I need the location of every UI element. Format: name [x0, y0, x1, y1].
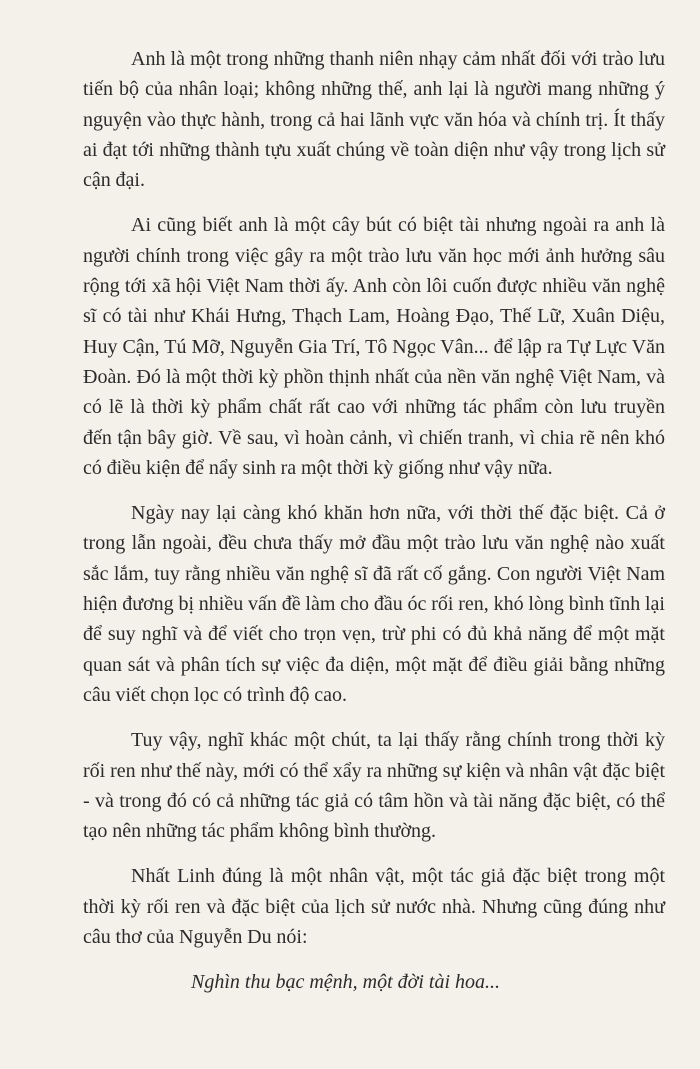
book-page-text	[83, 44, 665, 998]
paragraph-4: Tuy vậy, nghĩ khác một chút, ta lại thấy rằng chính trong thời kỳ rối ren như thế này, mới có thể xẩy ra những sự kiện và nhân vật đặc biệt - và trong đó có cả những tác giả có tâm hồn và tài năng đặc biệt, có thể tạo nên những tác phẩm không bình thường.	[83, 729, 665, 843]
paragraph-5: Nhất Linh đúng là một nhân vật, một tác giả đặc biệt trong một thời kỳ rối ren và đặc biệt của lịch sử nước nhà. Nhưng cũng đúng như câu thơ của Nguyễn Du nói:	[83, 865, 665, 949]
verse-quote: Nghìn thu bạc mệnh, một đời tài hoa...	[191, 971, 500, 994]
paragraph-3: Ngày nay lại càng khó khăn hơn nữa, với thời thế đặc biệt. Cả ở trong lẫn ngoài, đều chưa thấy mở đầu một trào lưu văn nghệ nào xuất sắc lắm, tuy rằng nhiều văn nghệ sĩ đã rất cố gắng. Con người Việt Nam hiện đương bị nhiều vấn đề làm cho đầu óc rối ren, khó lòng bình tĩnh lại để suy nghĩ và để viết cho trọn vẹn, trừ phi có đủ khả năng để một mặt quan sát và phân tích sự việc đa diện, một mặt để điều giải bằng những câu viết chọn lọc có trình độ cao.	[83, 502, 665, 706]
paragraph-1: Anh là một trong những thanh niên nhạy cảm nhất đối với trào lưu tiến bộ của nhân loại; không những thế, anh lại là người mang những ý nguyện vào thực hành, trong cả hai lãnh vực văn hóa và chính trị. Ít thấy ai đạt tới những thành tựu xuất chúng về toàn diện như vậy trong lịch sử cận đại.	[83, 48, 665, 192]
paragraph-2: Ai cũng biết anh là một cây bút có biệt tài nhưng ngoài ra anh là người chính trong việc gây ra một trào lưu văn học mới ảnh hưởng sâu rộng tới xã hội Việt Nam thời ấy. Anh còn lôi cuốn được nhiều văn nghệ sĩ có tài như Khái Hưng, Thạch Lam, Hoàng Đạo, Thế Lữ, Xuân Diệu, Huy Cận, Tú Mỡ, Nguyễn Gia Trí, Tô Ngọc Vân... để lập ra Tự Lực Văn Đoàn. Đó là một thời kỳ phồn thịnh nhất của nền văn nghệ Việt Nam, và có lẽ là thời kỳ phẩm chất rất cao với những tác phẩm còn lưu truyền đến tận bây giờ. Về sau, vì hoàn cảnh, vì chiến tranh, vì chia rẽ nên khó có điều kiện để nẩy sinh ra một thời kỳ giống như vậy nữa.	[83, 214, 665, 479]
